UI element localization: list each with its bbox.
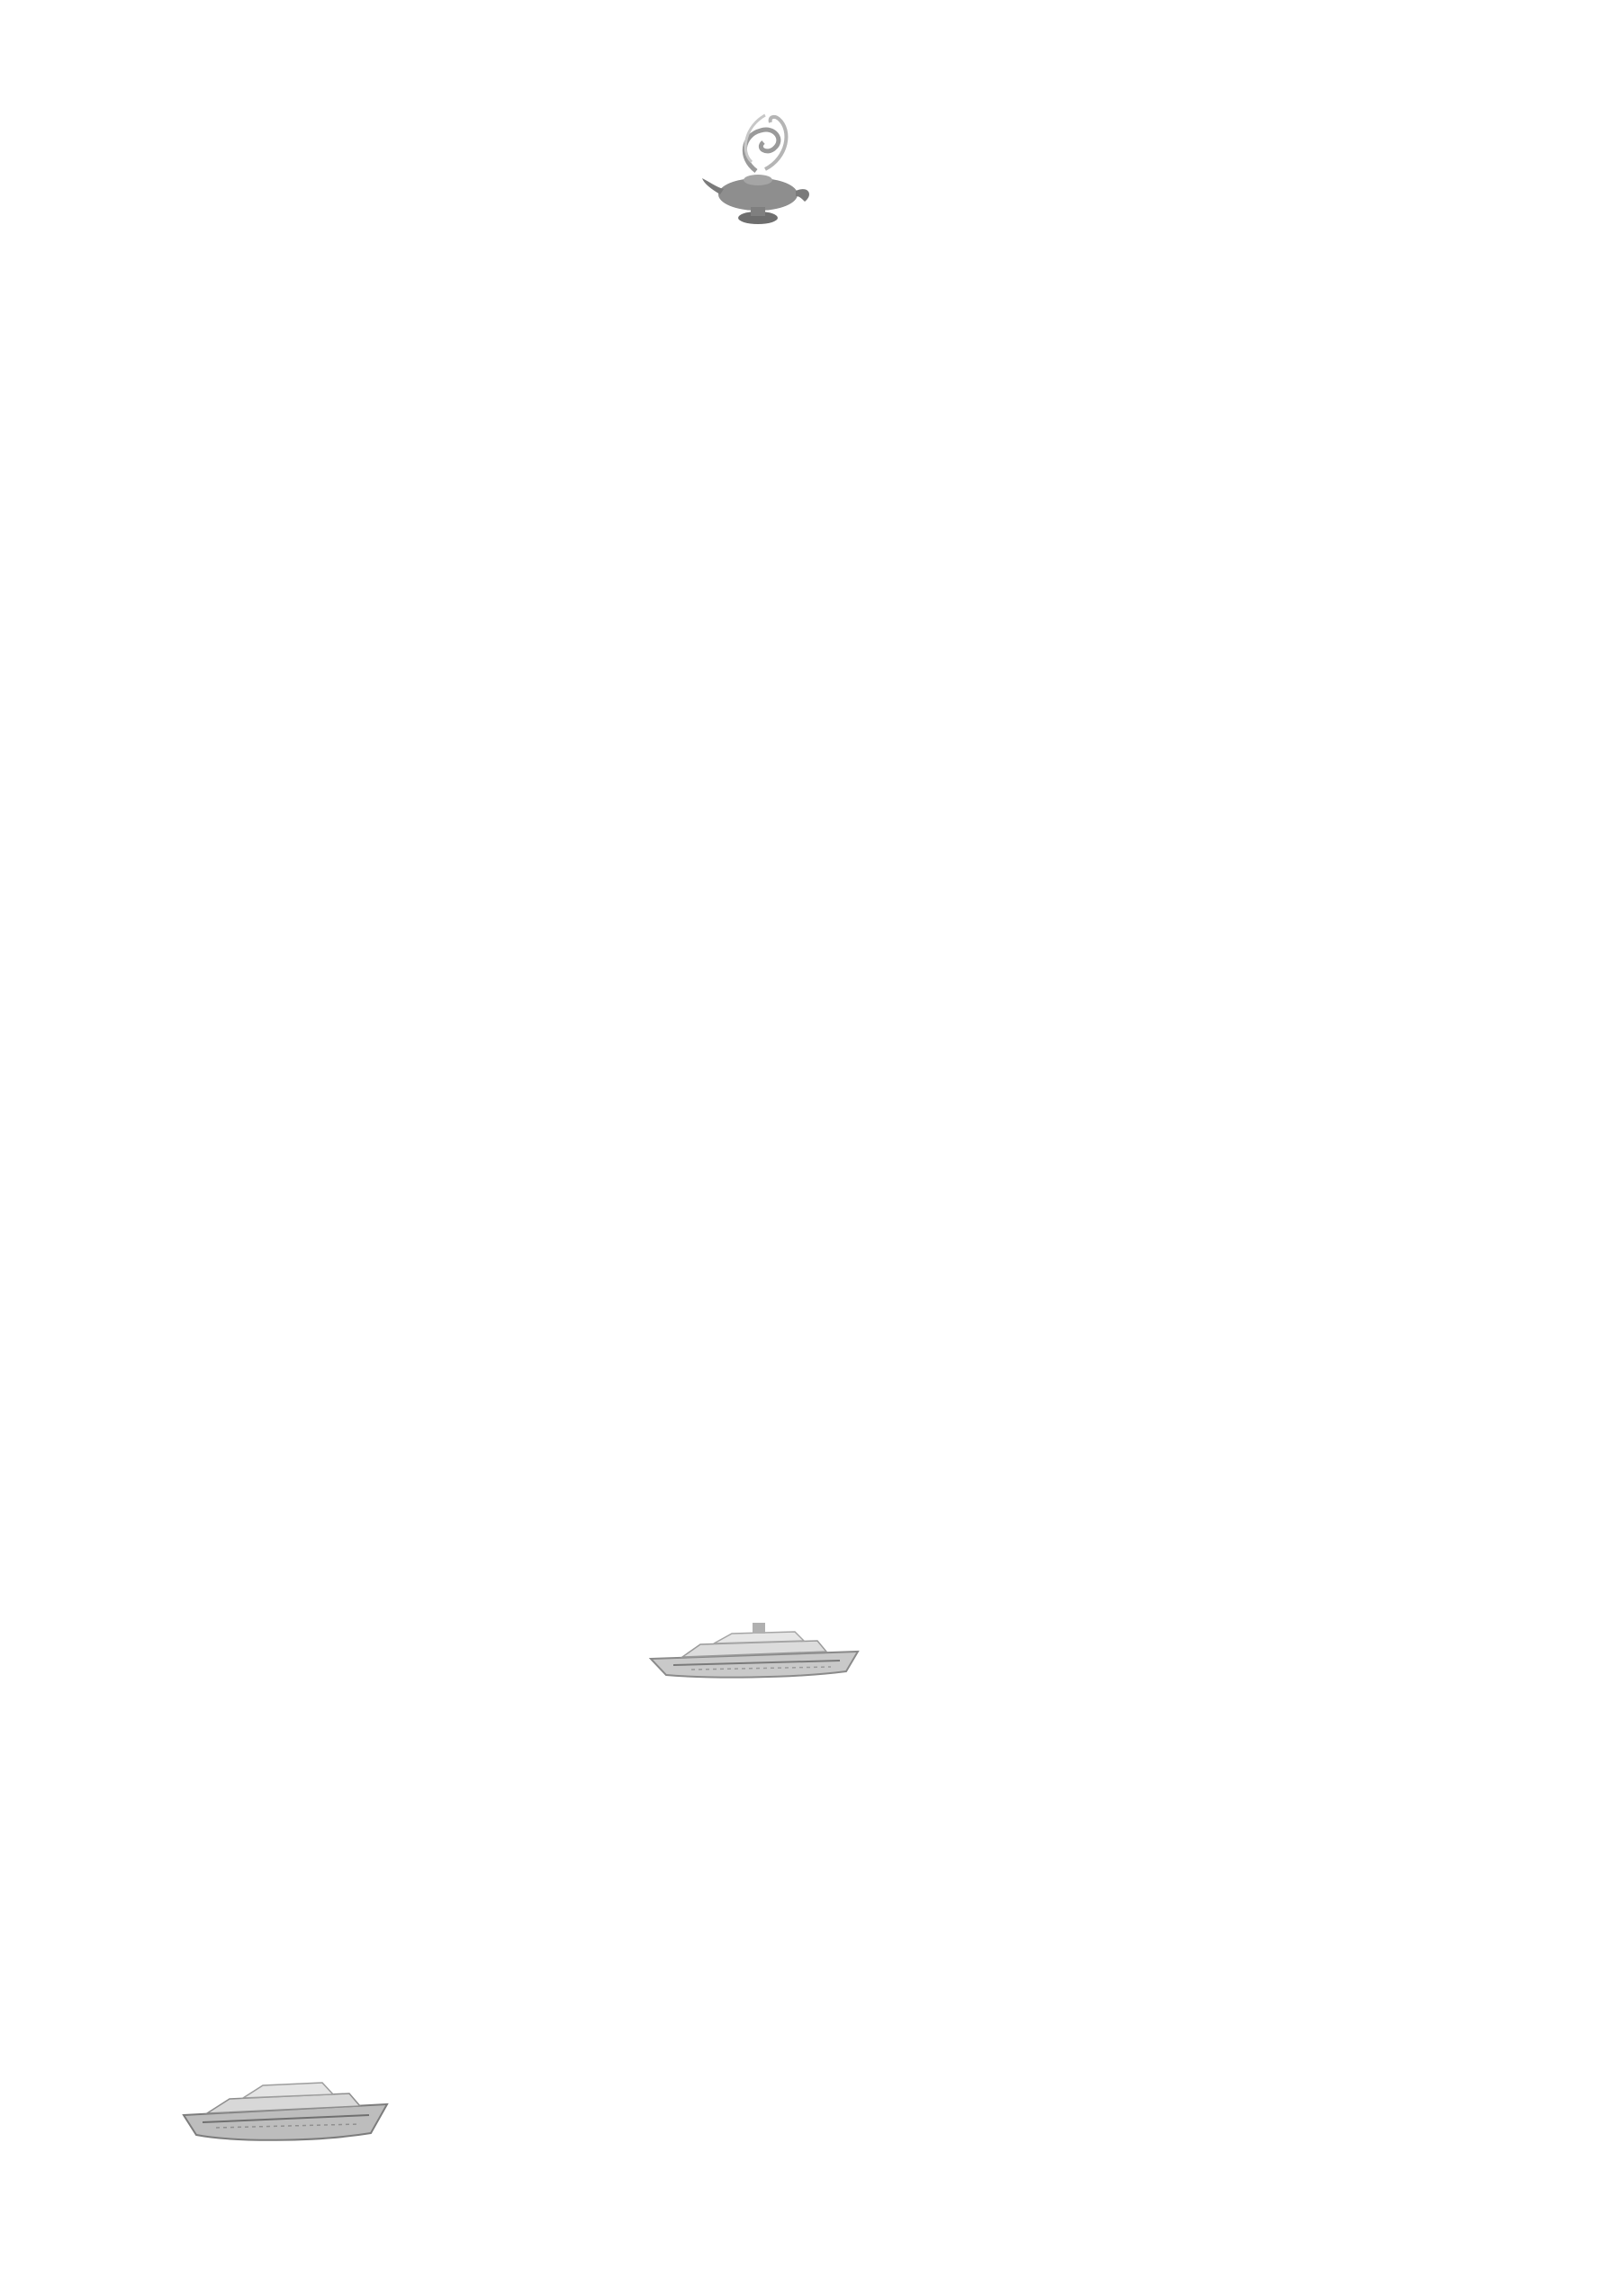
cruise-ship-divider-icon (646, 1616, 871, 1688)
text-line (196, 1787, 1332, 1869)
page-footer (407, 2090, 430, 2120)
body-text-section (196, 1706, 1332, 2115)
text-line (196, 1951, 1332, 2033)
section-first-line (196, 1706, 1332, 1787)
genie-lamp-icon (702, 108, 819, 234)
text-line (196, 1869, 1332, 1951)
cruise-ship-footer-icon (180, 2070, 396, 2151)
